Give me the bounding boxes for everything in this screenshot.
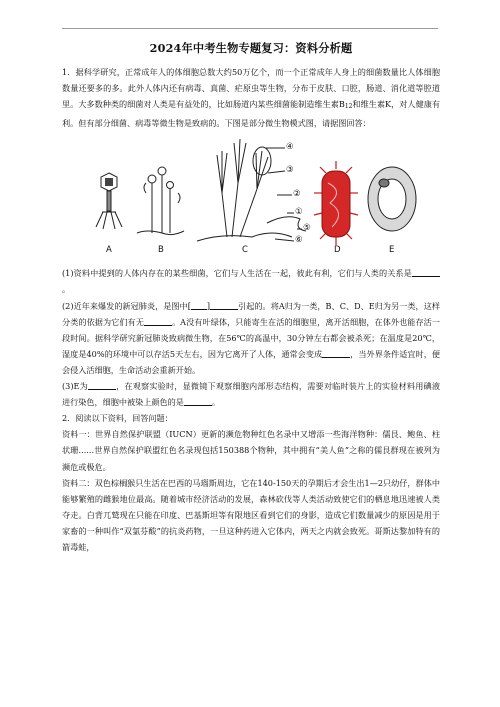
q1-part3-end: 。 [211,397,221,408]
q1-part3-text-a: (3)E为 [62,381,88,392]
figure-label-c: C [242,245,248,256]
q1-part2-bracket: ] [206,300,211,311]
top-rule [62,28,438,29]
answer-blank-2c[interactable] [144,316,172,326]
page-title: 2024年中考生物专题复习：资料分析题 [149,41,353,55]
answer-blank-1[interactable] [412,267,440,277]
q1-part1 [62,265,440,297]
answer-blank-3b[interactable] [184,396,212,406]
virus-a-drawing [96,173,122,229]
microbe-b-drawing [137,167,184,235]
callout-1: ① [295,207,303,218]
callout-2: ② [293,189,301,200]
q1-part2-text-b: 引起的。将A归为一类，B、C、D、E归为另一类，这样分类的依据为它们有无 [62,300,440,327]
q1-intro-text-a: 1．据科学研究，正常成年人的体细胞总数大约50万亿个，而一个正常成年人身上的细菌数量比人体细胞数量还要多的多。此外人体内还有病毒、真菌、疟原虫等生物，分布于皮肤、口腔，肠道、消化道等腔道里。大多数种类的细菌对人类是有益处的，比如肠道内某些细菌能制造维生素B [62,67,440,110]
vitamin-subscript: 12 [344,103,353,111]
q1-part3 [62,378,440,410]
yeast-e-drawing [368,167,416,231]
document-page [62,36,440,555]
q1-part2-text-d: ，当外界条件适宜时，便会侵入活细胞，生命活动会重新开始。 [62,348,440,375]
q2-material-1: 资料一：世界自然保护联盟（IUCN）更新的濒危物种红色名录中又增添一些海洋物种：儒艮、鲍鱼、柱状珊......世界自然保护联盟红色名录现包括150388个物种，其中拥有“美人鱼”之称的儒艮群现在被列为濒危或极危。 [62,429,440,472]
figure-label-d: D [334,245,341,256]
microbe-c-drawing [197,139,306,241]
callout-5: ⑤ [303,223,311,234]
q1-intro-text-b: 和维生素K，对人健康有利。但有部分细菌、病毒等微生物是致病的。下图是部分微生物模式图，请据图回答： [62,99,440,129]
bacterium-d-drawing [314,161,358,245]
answer-blank-2d[interactable] [322,348,350,358]
q1-part1-text: (1)资料中提到的人体内存在的某些细菌，它们与人生活在一起，彼此有利，它们与人类的关系是 [62,268,412,279]
figure-label-b: B [158,245,164,256]
q1-part2-text-a: (2)近年来爆发的新冠肺炎，是图中[ [62,300,191,311]
callout-6: ⑥ [295,235,303,246]
q1-part2-text-c: 。A没有叶绿体，只能寄生在活的细胞里，离开活细胞，在体外也能存活一段时间。据科学研究新冠肺炎致病微生物，在56℃的高温中，30分钟左右都会被杀死；在温度是20℃，湿度是40%的环境中可以存活5天左右，因为它离开了人体，通常会变成 [62,316,440,359]
microbe-diagram [62,133,440,261]
figure-label-e: E [389,245,395,256]
q1-part3-text-b: ，在观察实验时，显微镜下观察细胞内部形态结构，需要对临时装片上的实验材料用碘液进行染色，细胞中被染上颜色的是 [62,381,440,408]
figure-label-a: A [106,245,112,256]
microbe-figure [62,133,440,261]
callout-3: ③ [286,165,294,176]
answer-blank-2a[interactable] [191,300,207,310]
q2-material-2: 资料二：双色棕榈猴只生活在巴西的马瑙斯周边，它在140-150天的孕期后才会生出1—2只幼仔，群体中能够繁殖的雌猴地位最高。随着城市经济活动的发展，森林砍伐等人类活动致使它们的栖息地迅速被人类夺走。白背兀鹫现在只能在印度、巴基斯坦等有限地区看到它们的身影，造成它们数量减少的原因是用于家畜的一种叫作“双氯芬酸”的抗炎药物，一旦这种药进入它体内，两天之内就会致死。哥斯达黎加特有的箭毒蛙， [62,477,440,552]
q1-intro [62,64,440,131]
answer-blank-3a[interactable] [88,380,116,390]
q1-part1-end: 。 [62,284,71,295]
callout-4: ④ [286,142,294,153]
answer-blank-2b[interactable] [210,300,238,310]
q2-heading: 2．阅读以下资料，回答问题： [62,413,173,424]
q1-part2 [62,298,440,378]
